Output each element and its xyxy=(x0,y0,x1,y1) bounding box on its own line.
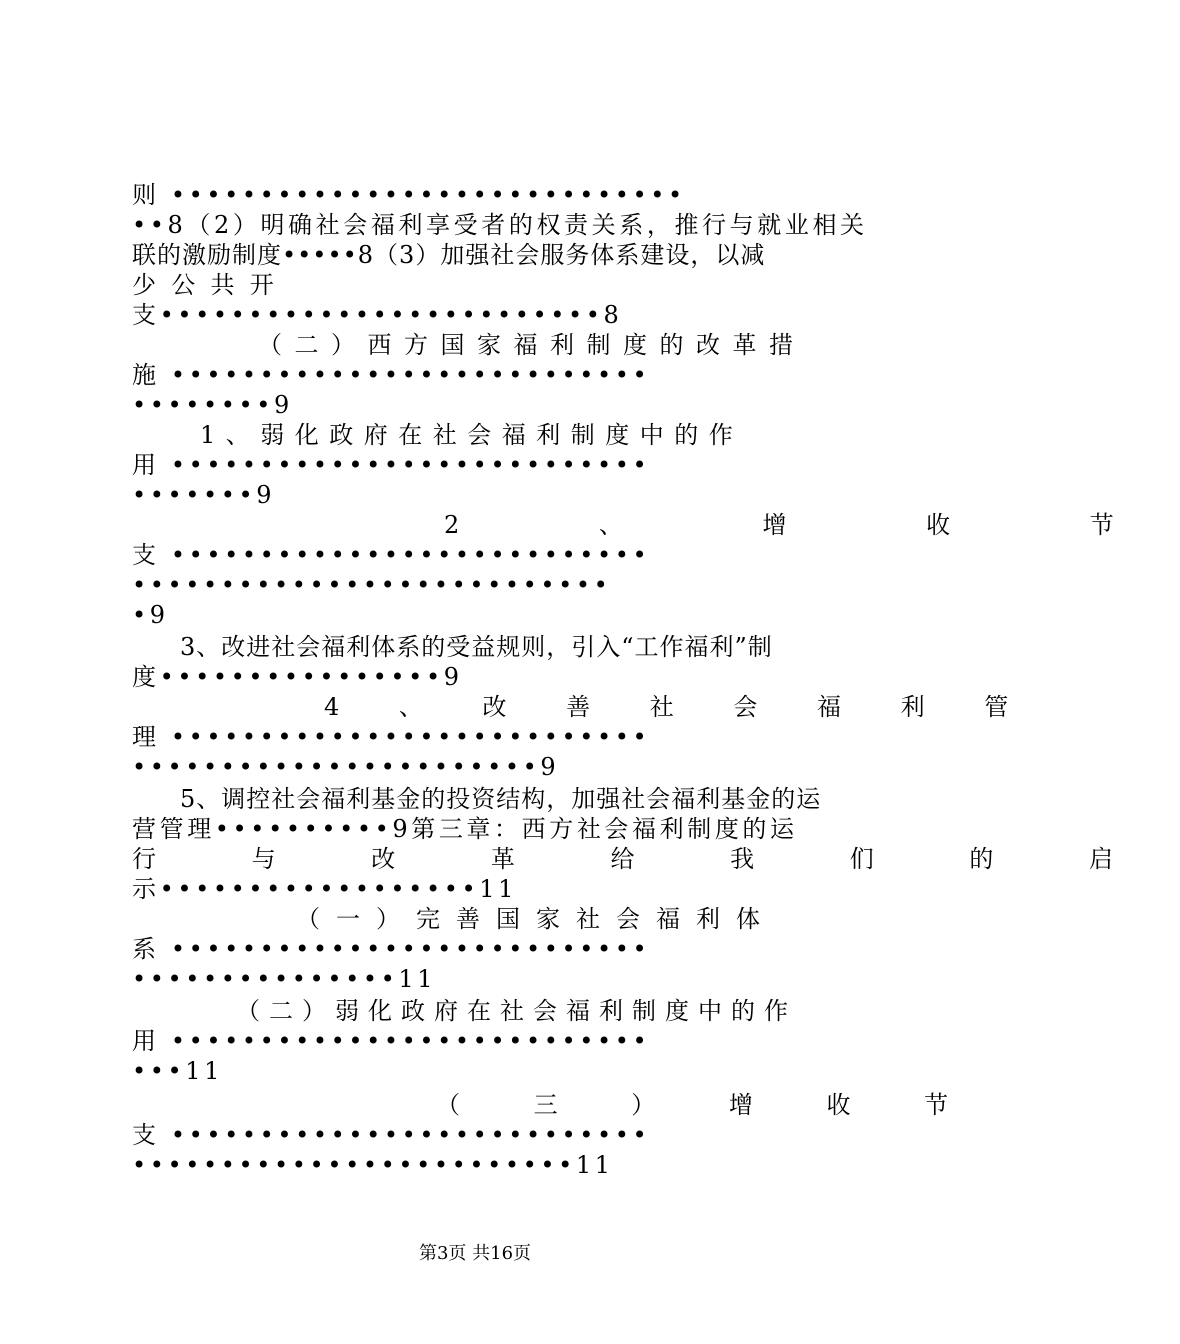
toc-line: （一）完善国家社会福利体 xyxy=(296,905,776,933)
toc-line: 支 ••••••••••••••••••••••••••• xyxy=(132,1121,651,1149)
toc-line: 用 ••••••••••••••••••••••••••• xyxy=(132,451,651,479)
toc-line: 则 ••••••••••••••••••••••••••••• xyxy=(132,181,686,209)
toc-line: 2 、 增 收 节 xyxy=(444,511,1180,539)
toc-line: 3、改进社会福利体系的受益规则，引入“工作福利”制 xyxy=(180,633,773,661)
toc-line: （ 三 ） 增 收 节 xyxy=(436,1091,982,1119)
toc-line: •••11 xyxy=(132,1057,224,1085)
toc-line: •••••••••••••••••••••••9 xyxy=(132,753,560,781)
toc-line: •••••••••••••••11 xyxy=(132,965,437,993)
toc-line: 行 与 改 革 给 我 们 的 启 xyxy=(132,845,1158,873)
toc-line xyxy=(132,270,832,300)
toc-line: •••••••••••••••••••••••••11 xyxy=(132,1151,614,1179)
toc-line: 系 ••••••••••••••••••••••••••• xyxy=(132,935,651,963)
toc-line: •9 xyxy=(132,601,169,629)
toc-line: 度••••••••••••••••9 xyxy=(132,663,463,691)
page-footer xyxy=(0,1242,950,1266)
toc-line: （二）弱化政府在社会福利制度中的作 xyxy=(236,997,797,1025)
toc-line: 5、调控社会福利基金的投资结构，加强社会福利基金的运 xyxy=(180,785,822,813)
toc-line: 用 ••••••••••••••••••••••••••• xyxy=(132,1027,651,1055)
toc-line: 示••••••••••••••••••11 xyxy=(132,875,517,903)
toc-line: 支•••••••••••••••••••••••••8 xyxy=(132,301,623,329)
toc-line: ••••••••••••••••••••••••••• xyxy=(132,571,612,599)
toc-line: ••8（2）明确社会福利享受者的权责关系，推行与就业相关 xyxy=(132,211,868,239)
toc-line: 营管理••••••••••9第三章：西方社会福利制度的运 xyxy=(132,815,798,843)
toc-justified-line xyxy=(132,270,832,300)
toc-line: ••••••••9 xyxy=(132,391,293,419)
toc-line: 1、弱化政府在社会福利制度中的作 xyxy=(200,421,744,449)
toc-line: 4 、 改 善 社 会 福 利 管 xyxy=(324,693,1035,721)
toc-line: 理 ••••••••••••••••••••••••••• xyxy=(132,723,651,751)
toc-line: 少 公 共 开 xyxy=(132,271,274,299)
toc-line: 联的激励制度•••••8（3）加强社会服务体系建设，以减 xyxy=(132,241,766,269)
toc-line: 支 ••••••••••••••••••••••••••• xyxy=(132,541,651,569)
toc-line: 施 ••••••••••••••••••••••••••• xyxy=(132,361,651,389)
toc-line: •••••••9 xyxy=(132,481,276,509)
page-number-text: 第3页 共16页 xyxy=(418,1243,532,1264)
toc-line: （二）西方国家福利制度的改革措 xyxy=(258,331,806,359)
